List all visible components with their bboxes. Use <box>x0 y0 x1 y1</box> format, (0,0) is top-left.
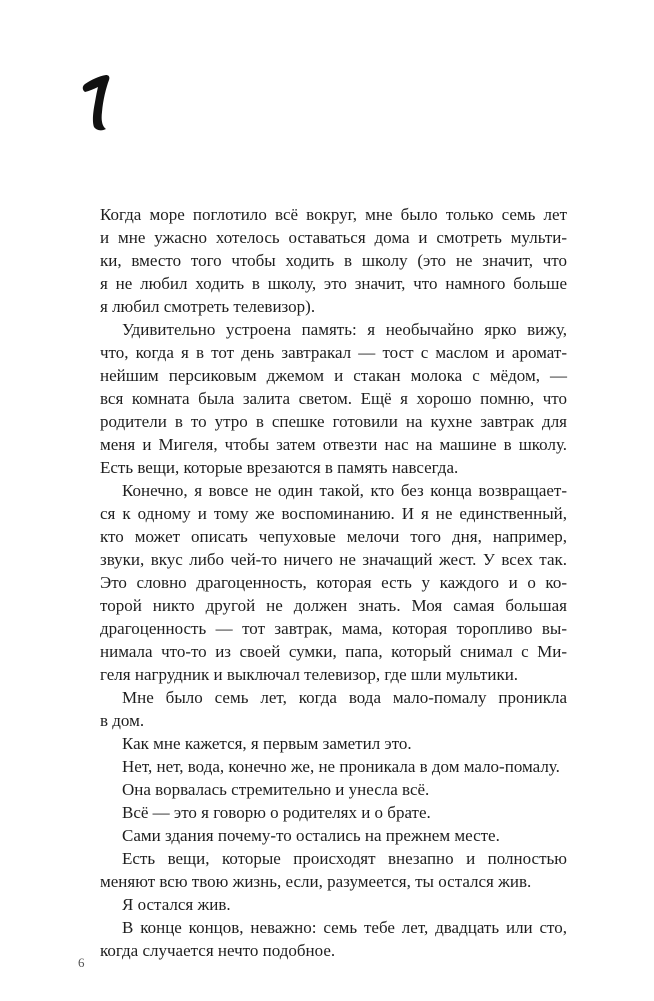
paragraph <box>100 824 567 847</box>
text-line: ся к одному и тому же воспоминанию. И я не единственный, <box>100 504 567 523</box>
paragraph <box>100 755 567 778</box>
text-line: и мне ужасно хотелось оставаться дома и смотреть мульти- <box>100 228 567 247</box>
text-line: нимала что-то из своей сумки, папа, который снимал с Ми- <box>100 642 567 661</box>
paragraph <box>100 778 567 801</box>
text-line: звуки, вкус либо чей-то ничего не значащий жест. У всех так. <box>100 550 567 569</box>
text-line: меняют всю твою жизнь, если, разумеется, ты остался жив. <box>100 872 532 891</box>
page-number: 6 <box>78 955 85 970</box>
text-line: в дом. <box>100 711 145 730</box>
text-line: кто может описать чепуховые мелочи того дня, например, <box>100 527 567 546</box>
text-line: геля нагрудник и выключал телевизор, где шли мультики. <box>100 665 519 684</box>
text-line: Всё — это я говорю о родителях и о брате. <box>122 803 431 822</box>
paragraph <box>100 801 567 824</box>
paragraph <box>100 479 567 686</box>
text-line: что, когда я в тот день завтракал — тост с маслом и аромат- <box>100 343 567 362</box>
text-line: Это словно драгоценность, которая есть у каждого и о ко- <box>100 573 567 592</box>
paragraph <box>100 318 567 479</box>
text-line: ки, вместо того чтобы ходить в школу (это не значит, что <box>100 251 567 270</box>
text-line: Сами здания почему-то остались на прежнем месте. <box>122 826 500 845</box>
text-line: Удивительно устроена память: я необычайно ярко вижу, <box>122 320 567 339</box>
paragraph <box>100 893 567 916</box>
text-line: В конце концов, неважно: семь тебе лет, двадцать или сто, <box>122 918 567 937</box>
paragraph <box>100 847 567 893</box>
text-line: когда случается нечто подобное. <box>100 941 336 960</box>
text-line: Как мне кажется, я первым заметил это. <box>122 734 412 753</box>
text-line: вся комната была залита светом. Ещё я хорошо помню, что <box>100 389 567 408</box>
text-line: драгоценность — тот завтрак, мама, которая торопливо вы- <box>100 619 567 638</box>
paragraph <box>100 732 567 755</box>
text-line: родители в то утро в спешке готовили на кухне завтрак для <box>100 412 567 431</box>
text-line: я любил смотреть телевизор). <box>100 297 316 316</box>
text-line: я не любил ходить в школу, это значит, что намного больше <box>100 274 567 293</box>
chapter-text <box>100 203 567 962</box>
text-line: Когда море поглотило всё вокруг, мне было только семь лет <box>100 205 567 224</box>
paragraph <box>100 203 567 318</box>
paragraph <box>100 916 567 962</box>
text-line: Конечно, я вовсе не один такой, кто без конца возвращает- <box>122 481 567 500</box>
paragraph <box>100 686 567 732</box>
text-line: Мне было семь лет, когда вода мало-помалу проникла <box>122 688 567 707</box>
text-line: Она ворвалась стремительно и унесла всё. <box>122 780 430 799</box>
text-line: торой никто другой не должен знать. Моя самая большая <box>100 596 567 615</box>
text-line: Есть вещи, которые происходят внезапно и полностью <box>122 849 567 868</box>
text-line: Я остался жив. <box>122 895 231 914</box>
chapter-number <box>79 74 119 132</box>
text-line: нейшим персиковым джемом и стакан молока с мёдом, — <box>100 366 567 385</box>
text-line: Нет, нет, вода, конечно же, не проникала в дом мало-помалу. <box>122 757 560 776</box>
chapter-number-brush-glyph <box>79 74 119 132</box>
text-line: меня и Мигеля, чтобы затем отвезти нас на машине в школу. <box>100 435 567 454</box>
text-line: Есть вещи, которые врезаются в память навсегда. <box>100 458 459 477</box>
